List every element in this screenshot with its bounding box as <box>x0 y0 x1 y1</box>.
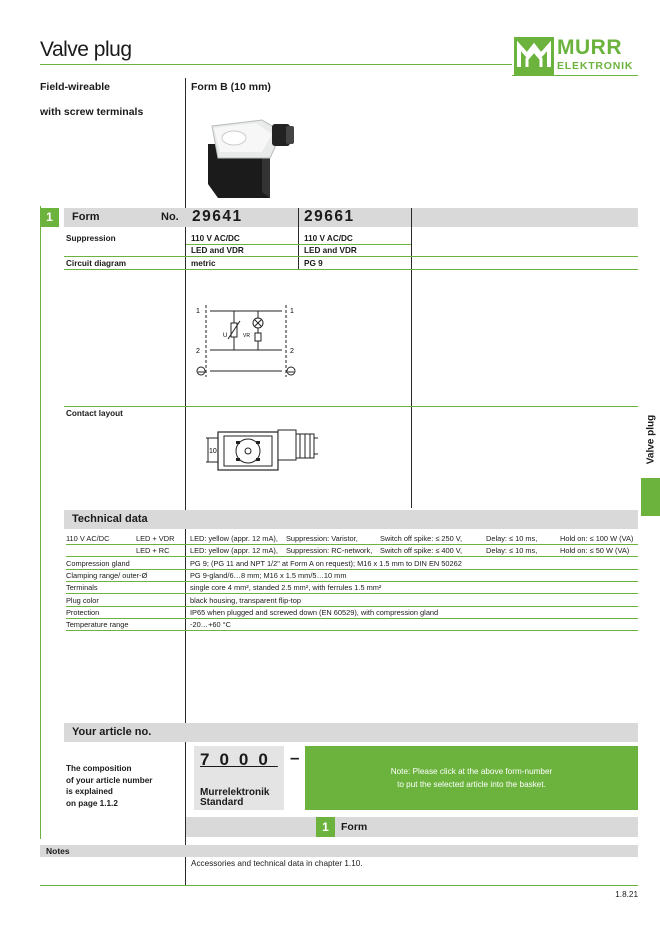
technical-cell-c1: Plug color <box>66 595 99 605</box>
technical-cell-c3: -20…+60 °C <box>190 620 231 630</box>
suppression-value-1a: 110 V AC/DC <box>191 234 240 243</box>
suppression-value-1b: LED and VDR <box>191 246 244 255</box>
technical-row <box>66 570 638 582</box>
intro-line1: Field-wireable <box>40 81 111 93</box>
article-digits: 7000 <box>200 750 278 769</box>
technical-cell-c1: Terminals <box>66 583 98 593</box>
form-footer-band <box>186 817 638 837</box>
no-label: No. <box>161 211 179 223</box>
basket-note-line2: to put the selected article into the basket. <box>397 780 546 789</box>
technical-cell-c1: Clamping range/ outer-Ø <box>66 570 148 580</box>
technical-cell-c3: LED: yellow (appr. 12 mA), <box>190 534 278 543</box>
basket-note-panel[interactable] <box>305 746 638 810</box>
technical-cell-c7: Hold on: ≤ 100 W (VA) <box>560 534 634 543</box>
article-col-divider-2 <box>411 208 412 508</box>
technical-row <box>66 545 638 557</box>
form-label: Form <box>72 211 100 223</box>
pin-1-left: 1 <box>196 308 200 315</box>
article-explain <box>66 763 152 809</box>
form-footer-badge[interactable] <box>316 817 335 837</box>
technical-cell-c2: LED + RC <box>136 546 170 556</box>
technical-cell-c4: Suppression: RC-network, <box>286 546 373 556</box>
technical-cell-c3: IP65 when plugged and screwed down (EN 60529), with compression gland <box>190 607 439 617</box>
vr-label: VR <box>243 333 250 339</box>
technical-row <box>66 582 638 594</box>
circuit-diagram <box>194 303 300 379</box>
technical-cell-c1: Compression gland <box>66 558 130 568</box>
notes-title: Notes <box>46 846 70 856</box>
circuit-value-2: PG 9 <box>304 259 323 268</box>
pin-1-right: 1 <box>290 308 294 315</box>
explain-line: on page 1.1.2 <box>66 798 118 808</box>
page-title: Valve plug <box>40 38 132 61</box>
row-rule <box>64 406 638 407</box>
article-number-29661[interactable]: 29661 <box>304 208 355 225</box>
side-tab-label: Valve plug <box>645 414 657 465</box>
row-rule <box>64 269 638 270</box>
technical-cell-c3: black housing, transparent flip-top <box>190 595 301 605</box>
technical-cell-c4: Suppression: Varistor, <box>286 534 358 543</box>
page-number: 1.8.21 <box>615 890 638 899</box>
circuit-diagram-label: Circuit diagram <box>66 259 127 268</box>
technical-header-band <box>64 510 638 529</box>
pin-2-left: 2 <box>196 348 200 355</box>
form-footer-label: Form <box>341 821 368 833</box>
article-col-divider-1 <box>298 208 299 270</box>
valve-plug-image <box>200 106 300 202</box>
technical-cell-c1: Temperature range <box>66 620 129 630</box>
technical-cell-c5: Switch off spike: ≤ 400 V, <box>380 546 463 556</box>
technical-row <box>66 595 638 607</box>
left-border <box>40 206 41 839</box>
technical-cell-c6: Delay: ≤ 10 ms, <box>486 546 538 556</box>
technical-cell-c6: Delay: ≤ 10 ms, <box>486 534 538 543</box>
article-number-29641[interactable]: 29641 <box>192 208 243 225</box>
article-number-box <box>194 746 284 810</box>
technical-cell-c1: Protection <box>66 607 100 617</box>
logo-text-top: MURR <box>557 36 622 59</box>
suppression-value-2b: LED and VDR <box>304 246 357 255</box>
article-title: Your article no. <box>72 726 152 738</box>
form-footer-badge-number: 1 <box>322 820 329 834</box>
standard-line2: Standard <box>200 797 244 808</box>
column-divider <box>185 78 186 886</box>
technical-cell-c5: Switch off spike: ≤ 250 V, <box>380 534 463 543</box>
form-b-label: Form B (10 mm) <box>191 81 271 93</box>
side-tab-marker <box>641 478 660 516</box>
explain-line: is explained <box>66 787 113 796</box>
intro-line2: with screw terminals <box>40 106 144 118</box>
contact-layout-diagram <box>200 426 324 474</box>
notes-text: Accessories and technical data in chapter 1.10. <box>191 859 363 868</box>
form-badge-number: 1 <box>46 210 53 224</box>
footer-rule <box>40 885 638 886</box>
explain-line: The composition <box>66 764 132 773</box>
contact-layout-label: Contact layout <box>66 409 123 418</box>
technical-cell-c2: LED + VDR <box>136 534 175 543</box>
circuit-value-1: metric <box>191 259 216 268</box>
pin-2-right: 2 <box>290 348 294 355</box>
technical-row <box>66 533 638 545</box>
article-dash: – <box>290 748 300 767</box>
suppression-label: Suppression <box>66 234 116 243</box>
technical-cell-c1: 110 V AC/DC <box>66 534 110 543</box>
technical-cell-c3: LED: yellow (appr. 12 mA), <box>190 546 278 556</box>
form-badge <box>40 208 59 227</box>
technical-cell-c7: Hold on: ≤ 50 W (VA) <box>560 546 630 556</box>
suppression-value-2a: 110 V AC/DC <box>304 234 353 243</box>
technical-cell-c3: PG 9-gland/6…8 mm; M16 x 1.5 mm/5…10 mm <box>190 570 347 580</box>
row-rule <box>186 244 411 245</box>
technical-cell-c3: single core 4 mm², standed 2.5 mm², with ferrules 1.5 mm² <box>190 583 382 593</box>
u-label: U <box>223 333 228 339</box>
explain-line: of your article number <box>66 775 153 785</box>
murr-logo <box>514 37 638 75</box>
technical-row <box>66 607 638 619</box>
technical-row <box>66 619 638 631</box>
side-tab-valve-plug[interactable] <box>641 404 660 482</box>
header-rule <box>40 64 512 65</box>
row-rule <box>64 256 638 257</box>
standard-line1: Murrelektronik <box>200 787 270 798</box>
basket-note-line1: Note: Please click at the above form-number <box>390 767 553 776</box>
dimension-label: 10 <box>209 448 217 455</box>
technical-row <box>66 558 638 570</box>
notes-header-band <box>40 845 638 857</box>
logo-text-bottom: ELEKTRONIK <box>557 60 634 72</box>
technical-title: Technical data <box>72 513 148 525</box>
header-rule-right <box>512 75 638 76</box>
technical-cell-c3: PG 9; (PG 11 and NPT 1/2" at Form A on request); M16 x 1.5 mm to DIN EN 50262 <box>190 558 462 568</box>
